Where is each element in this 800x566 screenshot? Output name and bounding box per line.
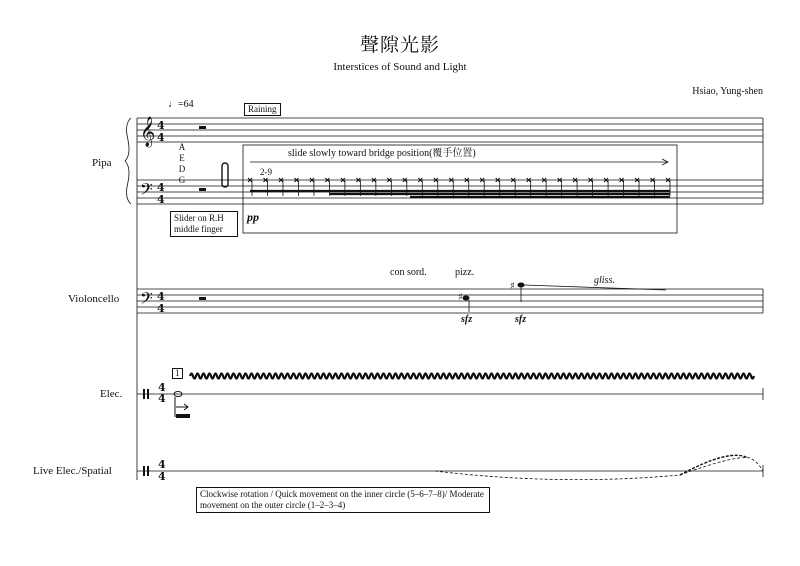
svg-text:4: 4: [157, 131, 165, 144]
cello-staff: [137, 289, 763, 313]
timesig-num: 4: [157, 290, 165, 303]
bass-clef-icon: 𝄢: [140, 179, 153, 203]
whole-rest-icon: [199, 188, 206, 191]
cello-label: Violoncello: [68, 293, 120, 305]
whole-rest-icon: [199, 126, 206, 129]
cue-number: 1: [172, 368, 183, 379]
timesig-num: 4: [157, 119, 165, 132]
cello-pizz: pizz.: [455, 267, 475, 278]
slider-icon: [222, 163, 228, 187]
cello-note-2: [518, 283, 525, 288]
pipa-slide-instruction: slide slowly toward bridge position(覆手位置): [288, 148, 476, 159]
svg-text:4: 4: [158, 392, 166, 405]
page-subtitle: Interstices of Sound and Light: [333, 61, 467, 73]
pipa-fingering: 2-9: [260, 167, 272, 177]
pipa-dynamic: pp: [247, 210, 259, 224]
tempo-marking: ♩=64: [168, 99, 194, 110]
pipa-treble-staff: [137, 118, 763, 142]
svg-text:4: 4: [157, 302, 165, 315]
svg-text:4: 4: [158, 470, 166, 483]
svg-text:4: 4: [157, 193, 165, 206]
pipa-label: Pipa: [92, 157, 112, 169]
timesig-num: 4: [158, 381, 166, 394]
whole-rest-icon: [199, 297, 206, 300]
sharp-icon: ♯: [458, 292, 463, 303]
page-title: 聲隙光影: [359, 34, 440, 56]
sharp-icon: ♯: [510, 281, 515, 292]
treble-clef-icon: 𝄞: [140, 117, 156, 147]
perc-clef-icon: [143, 466, 145, 476]
composer-name: Hsiao, Yung-shen: [692, 86, 763, 97]
elec-label: Elec.: [100, 388, 123, 400]
pipa-slide-box: [243, 145, 677, 233]
rehearsal-raining: Raining: [244, 103, 281, 116]
live-elec-label: Live Elec./Spatial: [33, 465, 112, 477]
pipa-brace: [125, 118, 131, 204]
perc-clef-icon: [143, 389, 145, 399]
cello-bass-clef-icon: 𝄢: [140, 288, 153, 312]
cello-dynamic-2: sfz: [515, 314, 527, 325]
timesig-num: 4: [157, 181, 165, 194]
spatial-note: Clockwise rotation / Quick movement on the inner circle (5–6–7–8)/ Moderate movement on the outer circle (1–2–3–4): [196, 487, 490, 513]
cello-gliss: gliss.: [594, 275, 615, 286]
cello-note-1: [463, 296, 470, 301]
pipa-tuning: A E D G: [178, 142, 186, 185]
spatial-curve: [435, 458, 763, 480]
elec-wavy-line: [190, 374, 754, 379]
timesig-num: 4: [158, 458, 166, 471]
cello-con-sord: con sord.: [390, 267, 427, 278]
pipa-slider-note: Slider on R.H middle finger: [170, 211, 238, 237]
cello-dynamic-1: sfz: [461, 314, 473, 325]
